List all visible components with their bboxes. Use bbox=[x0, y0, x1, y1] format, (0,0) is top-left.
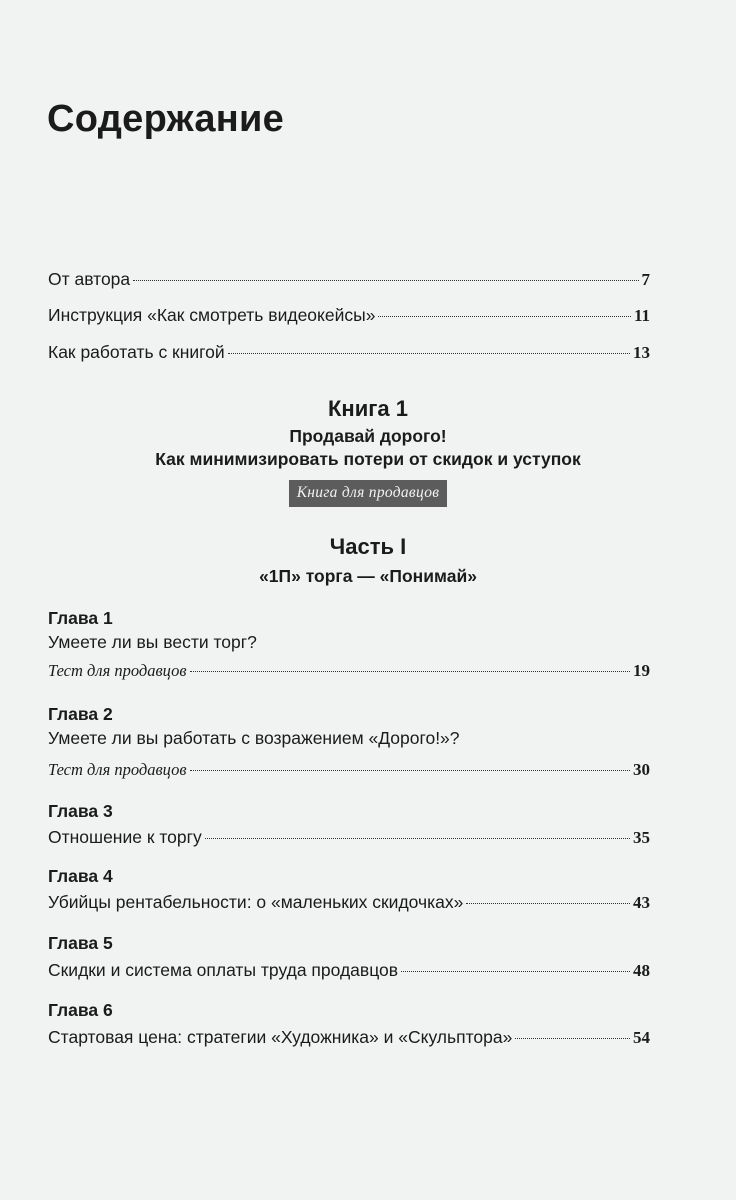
toc-entry-from-author[interactable] bbox=[48, 268, 650, 291]
chapter-2-heading: Глава 2 bbox=[48, 704, 113, 724]
toc-page-number: 13 bbox=[633, 343, 650, 362]
audience-badge-wrap bbox=[0, 480, 736, 507]
chapter-4-title-entry[interactable] bbox=[48, 891, 650, 914]
chapter-title: Убийцы рентабельности: о «маленьких скидочках» bbox=[48, 892, 464, 912]
page-title: Содержание bbox=[47, 98, 285, 140]
dot-leader bbox=[133, 280, 638, 281]
chapter-4-heading: Глава 4 bbox=[48, 866, 113, 886]
dot-leader bbox=[401, 971, 630, 972]
audience-badge: Книга для продавцов bbox=[289, 480, 448, 507]
toc-entry-how-to-work[interactable] bbox=[48, 341, 650, 364]
toc-page-number: 19 bbox=[633, 661, 650, 680]
toc-page-number: 7 bbox=[641, 270, 650, 289]
book-subtitle-line2: Как минимизировать потери от скидок и уступок bbox=[155, 449, 581, 469]
chapter-1-title-entry[interactable] bbox=[48, 631, 650, 653]
dot-leader bbox=[515, 1038, 630, 1039]
toc-page-number: 43 bbox=[633, 893, 650, 912]
toc-entry-label: От автора bbox=[48, 269, 131, 289]
toc-page-number: 11 bbox=[633, 306, 650, 325]
chapter-2-test-entry[interactable] bbox=[48, 759, 650, 781]
dot-leader bbox=[190, 671, 630, 672]
chapter-title: Умеете ли вы работать с возражением «Дорого!»? bbox=[48, 728, 460, 748]
chapter-title: Умеете ли вы вести торг? bbox=[48, 632, 257, 652]
toc-page-number: 54 bbox=[633, 1028, 650, 1047]
chapter-3-title-entry[interactable] bbox=[48, 826, 650, 849]
chapter-2-title-entry[interactable] bbox=[48, 727, 650, 749]
dot-leader bbox=[228, 353, 630, 354]
dot-leader bbox=[378, 316, 630, 317]
toc-entry-video-instruction[interactable] bbox=[48, 304, 650, 327]
chapter-6-heading: Глава 6 bbox=[48, 1000, 113, 1020]
test-label: Тест для продавцов bbox=[48, 760, 187, 779]
chapter-title: Скидки и система оплаты труда продавцов bbox=[48, 960, 399, 980]
chapter-1-test-entry[interactable] bbox=[48, 660, 650, 682]
test-label: Тест для продавцов bbox=[48, 661, 187, 680]
chapter-title: Отношение к торгу bbox=[48, 827, 202, 847]
book-title: Книга 1 bbox=[328, 396, 408, 421]
chapter-6-title-entry[interactable] bbox=[48, 1026, 650, 1049]
part-subtitle: «1П» торга — «Понимай» bbox=[259, 566, 477, 586]
toc-entry-label: Инструкция «Как смотреть видеокейсы» bbox=[48, 305, 376, 325]
toc-page-number: 35 bbox=[633, 828, 650, 847]
book-subtitle-line1: Продавай дорого! bbox=[289, 426, 447, 446]
chapter-3-heading: Глава 3 bbox=[48, 801, 113, 821]
part-title: Часть I bbox=[329, 534, 407, 559]
dot-leader bbox=[190, 770, 630, 771]
chapter-title: Стартовая цена: стратегии «Художника» и «Скульптора» bbox=[48, 1027, 513, 1047]
chapter-5-title-entry[interactable] bbox=[48, 959, 650, 982]
toc-page-number: 48 bbox=[633, 961, 650, 980]
toc-page-number: 30 bbox=[633, 760, 650, 779]
chapter-5-heading: Глава 5 bbox=[48, 933, 113, 953]
chapter-1-heading: Глава 1 bbox=[48, 608, 113, 628]
dot-leader bbox=[466, 903, 630, 904]
toc-entry-label: Как работать с книгой bbox=[48, 342, 225, 362]
dot-leader bbox=[205, 838, 630, 839]
